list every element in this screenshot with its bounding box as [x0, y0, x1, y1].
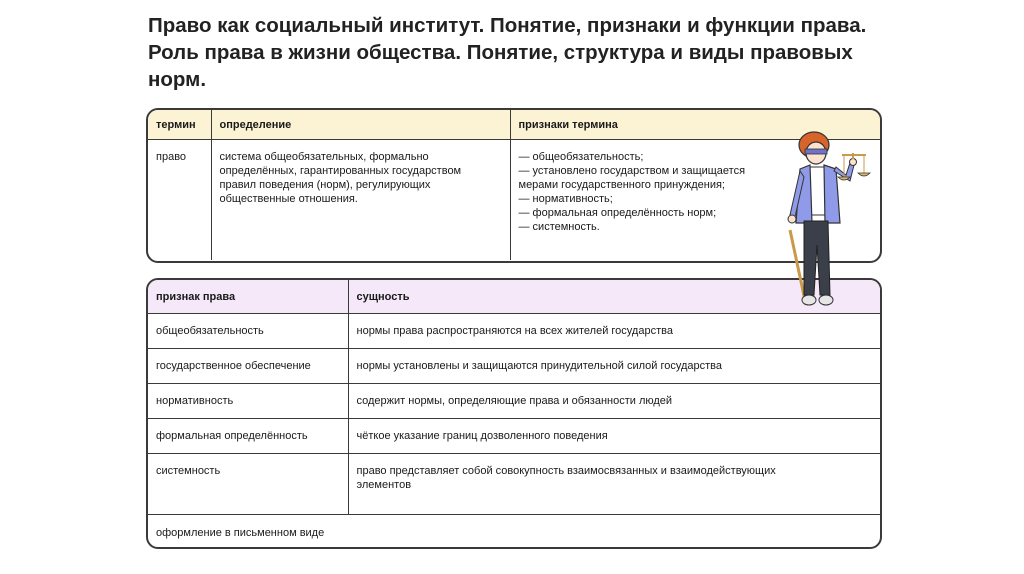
- header-sign: признак права: [148, 280, 348, 314]
- sign-cell: системность: [148, 454, 348, 515]
- feature-item: — системность.: [518, 221, 600, 233]
- essence-cell: содержит нормы, определяющие права и обязанности людей: [348, 384, 880, 419]
- footer-cell: оформление в письменном виде: [148, 515, 880, 550]
- essence-cell: нормы права распространяются на всех жителей государства: [348, 314, 880, 349]
- header-term: термин: [148, 110, 211, 140]
- essence-cell: чёткое указание границ дозволенного поведения: [348, 419, 880, 454]
- feature-item: — нормативность;: [518, 193, 613, 205]
- sign-cell: формальная определённость: [148, 419, 348, 454]
- header-features: признаки термина: [510, 110, 880, 140]
- justice-figure-illustration: [770, 125, 885, 320]
- header-definition: определение: [211, 110, 510, 140]
- feature-item: — установлено государством и защищается: [518, 165, 746, 177]
- sign-cell: нормативность: [148, 384, 348, 419]
- feature-item: — формальная определённость норм;: [518, 207, 717, 219]
- sign-cell: общеобязательность: [148, 314, 348, 349]
- feature-item: — общеобязательность;: [518, 151, 644, 163]
- page-title: Право как социальный институт. Понятие, признаки и функции права. Роль права в жизни общества. Понятие, структура и виды правовых норм.: [148, 14, 867, 91]
- definition-cell: система общеобязательных, формально определённых, гарантированных государством правил поведения (норм), регулирующих общественные отношения.: [211, 140, 510, 261]
- essence-cell: право представляет собой совокупность взаимосвязанных и взаимодействующих элементов: [348, 454, 880, 515]
- header-essence: сущность: [348, 280, 880, 314]
- sign-cell: государственное обеспечение: [148, 349, 348, 384]
- essence-cell: нормы установлены и защищаются принудительной силой государства: [348, 349, 880, 384]
- feature-item: мерами государственного принуждения;: [518, 179, 725, 191]
- term-cell: право: [148, 140, 211, 261]
